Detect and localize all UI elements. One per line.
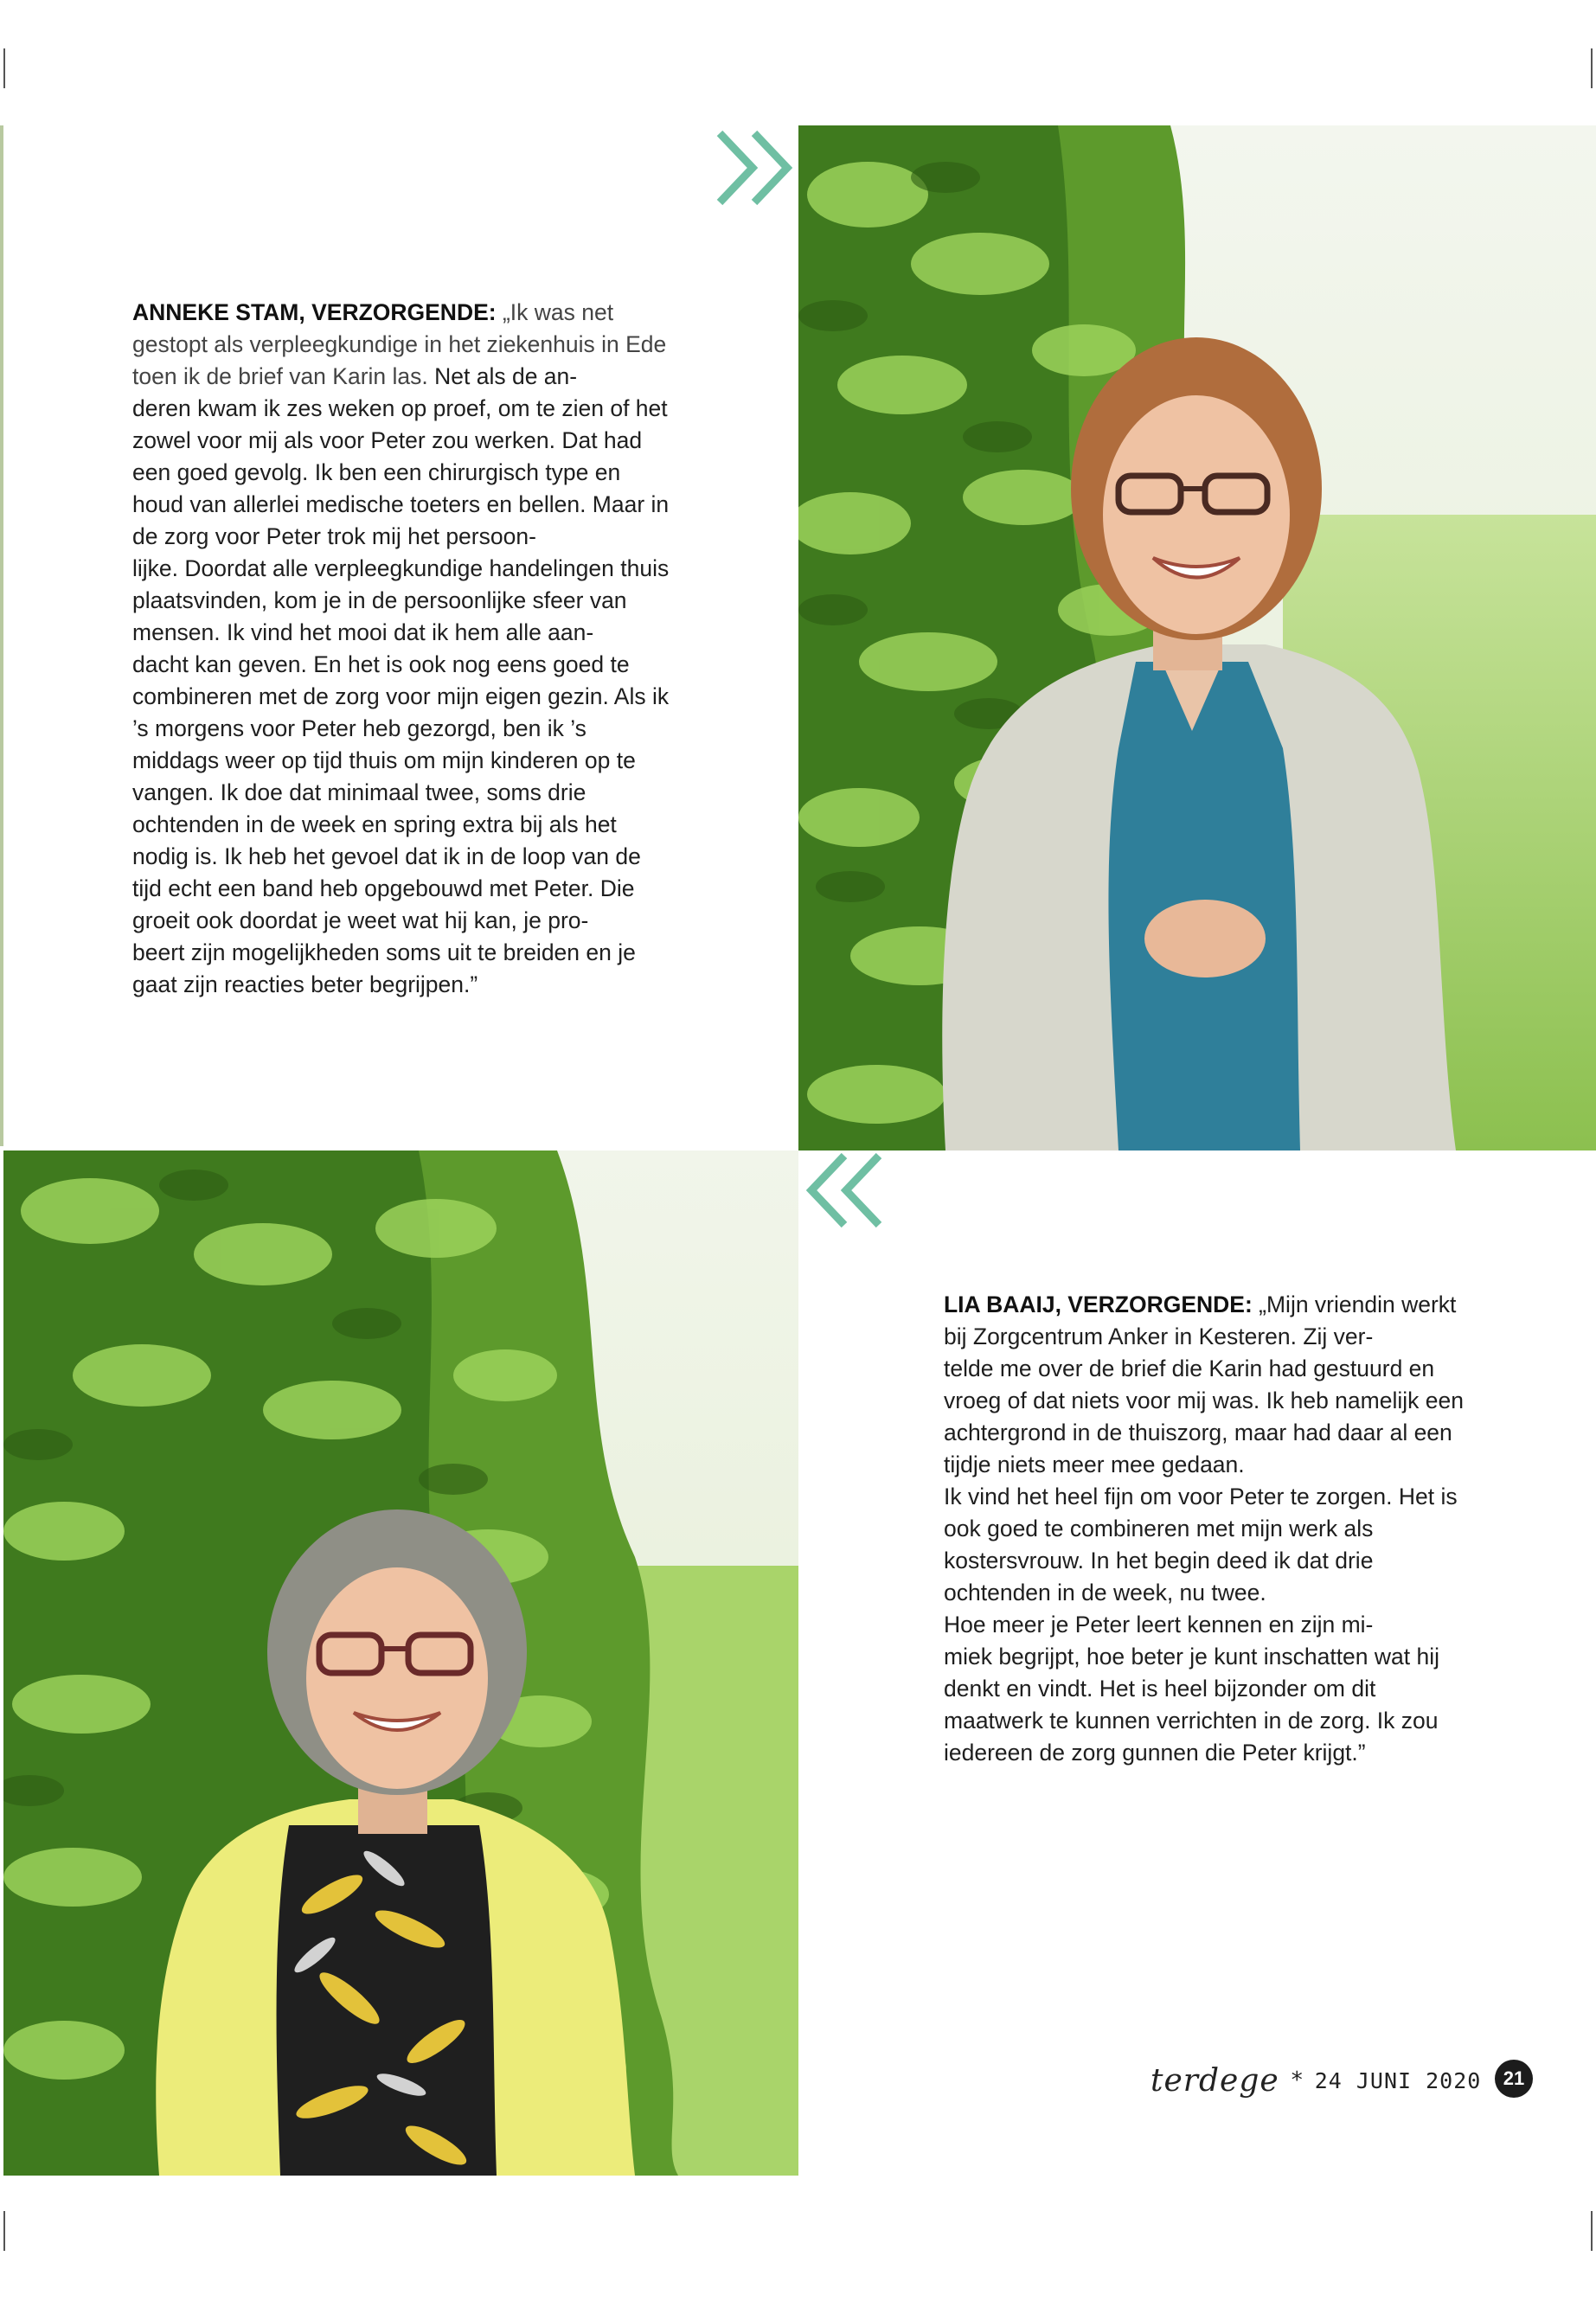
speaker-name-anneke: ANNEKE STAM, VERZORGENDE: bbox=[132, 299, 497, 325]
footer-separator: * bbox=[1291, 2067, 1303, 2093]
chevron-left-double-icon bbox=[798, 1150, 884, 1230]
photo-lia-baaij bbox=[3, 1150, 798, 2176]
crop-mark-top-right bbox=[1591, 48, 1593, 88]
intro-text-anneke: „Ik was net gestopt als verpleegkundige in het ziekenhuis in Ede toen ik de brief van Karin las. bbox=[132, 299, 667, 389]
speaker-name-lia: LIA BAAIJ, VERZORGENDE: bbox=[944, 1292, 1253, 1317]
crop-mark-bottom-left bbox=[3, 2211, 5, 2251]
page-edge-strip bbox=[0, 125, 3, 1146]
page-footer bbox=[1151, 2059, 1531, 2102]
photo-anneke-stam bbox=[798, 125, 1596, 1150]
crop-mark-top-left bbox=[3, 48, 5, 88]
article-section-lia bbox=[944, 1289, 1476, 1769]
body-text-anneke: Net als de an- deren kwam ik zes weken op proef, om te zien of het zowel voor mij als voor Peter zou werken. Dat had een goed gevolg. Ik ben een chirurgisch type en houd van allerlei medische toeters en bellen. Maar in de zorg voor Peter trok mij het persoon- lijke. Doordat alle verpleegkundige handelingen thuis plaatsvinden, kom je in de persoonlijke sfeer van mensen. Ik vind het mooi dat ik hem alle aan- dacht kan geven. En het is ook nog eens goed te combineren met de zorg voor mijn eigen gezin. Als ik ’s morgens voor Peter heb gezorgd, ben ik ’s middags weer op tijd thuis om mijn kinderen op te vangen. Ik doe dat minimaal twee, soms drie ochtenden in de week en spring extra bij als het nodig is. Ik heb het gevoel dat ik in de loop van de tijd echt een band heb opgebouwd met Peter. Die groeit ook doordat je weet wat hij kan, je pro- beert zijn mogelijkheden soms uit te breiden en je gaat zijn reacties beter begrijpen.” bbox=[132, 363, 670, 997]
crop-mark-bottom-right bbox=[1591, 2211, 1593, 2251]
magazine-brand: terdege bbox=[1151, 2062, 1279, 2099]
page-number: 21 bbox=[1495, 2060, 1533, 2098]
issue-date: 24 JUNI 2020 bbox=[1314, 2067, 1482, 2093]
chevron-right-double-icon bbox=[715, 128, 801, 208]
article-section-anneke bbox=[132, 297, 673, 1001]
body-text-lia: „Mijn vriendin werkt bij Zorgcentrum Anker in Kesteren. Zij ver- telde me over de brief die Karin had gestuurd en vroeg of dat niets voor mij was. Ik heb namelijk een achtergrond in de thuiszorg, maar had daar al een tijdje niets meer mee gedaan. Ik vind het heel fijn om voor Peter te zorgen. Het is ook goed te combineren met mijn werk als kostersvrouw. In het begin deed ik dat drie ochtenden in de week, nu twee. Hoe meer je Peter leert kennen en zijn mi- miek begrijpt, hoe beter je kunt inschatten wat hij denkt en vindt. Het is heel bijzonder om dit maatwerk te kunnen verrichten in de zorg. Ik zou iedereen de zorg gunnen die Peter krijgt.” bbox=[944, 1292, 1464, 1766]
